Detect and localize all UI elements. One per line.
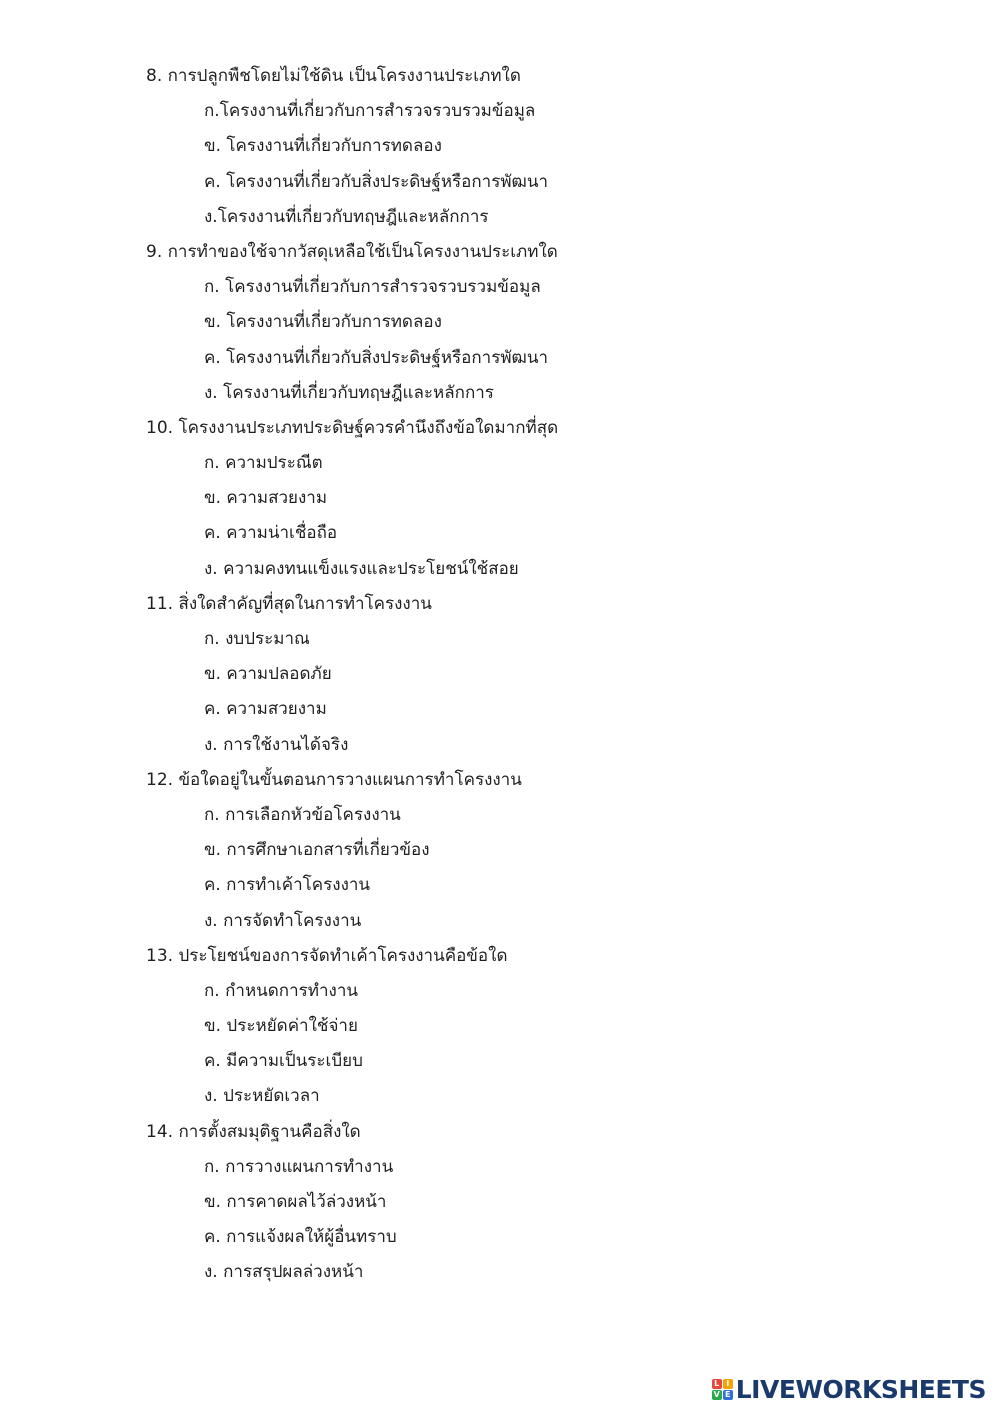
answer-option[interactable]: ง.โครงงานที่เกี่ยวกับทฤษฎีและหลักการ: [204, 206, 489, 227]
question-text: 9. การทำของใช้จากวัสดุเหลือใช้เป็นโครงงานประเภทใด: [146, 241, 558, 262]
logo-square-l: L: [712, 1379, 722, 1389]
liveworksheets-logo: [712, 1374, 986, 1404]
answer-option[interactable]: ง. ความคงทนแข็งแรงและประโยชน์ใช้สอย: [204, 558, 519, 579]
answer-option[interactable]: ง. การใช้งานได้จริง: [204, 734, 349, 755]
answer-option[interactable]: ง. โครงงานที่เกี่ยวกับทฤษฎีและหลักการ: [204, 382, 494, 403]
question-block: [0, 59, 999, 235]
question-text: 10. โครงงานประเภทประดิษฐ์ควรคำนึงถึงข้อใดมากที่สุด: [146, 417, 559, 438]
question-text: 14. การตั้งสมมุติฐานคือสิ่งใด: [146, 1121, 361, 1142]
logo-square-v: V: [713, 1389, 720, 1399]
worksheet: [0, 59, 999, 1291]
answer-option[interactable]: ง. การสรุปผลล่วงหน้า: [204, 1262, 364, 1283]
answer-option[interactable]: ค. โครงงานที่เกี่ยวกับสิ่งประดิษฐ์หรือการพัฒนา: [204, 171, 549, 192]
answer-option[interactable]: ก. การวางแผนการทำงาน: [204, 1156, 394, 1177]
answer-option[interactable]: ค. ความสวยงาม: [204, 699, 327, 720]
answer-option[interactable]: ข. โครงงานที่เกี่ยวกับการทดลอง: [204, 136, 442, 157]
question-block: [0, 1115, 999, 1291]
answer-option[interactable]: ก.โครงงานที่เกี่ยวกับการสำรวจรวบรวมข้อมูล: [204, 101, 536, 122]
logo-square-e: E: [723, 1390, 733, 1400]
answer-option[interactable]: ง. ประหยัดเวลา: [204, 1086, 320, 1107]
logo-square-i: I: [723, 1379, 733, 1389]
answer-option[interactable]: ข. ความปลอดภัย: [204, 664, 332, 685]
liveworksheets-logo-text: LIVEWORKSHEETS: [735, 1374, 986, 1404]
answer-option[interactable]: ก. โครงงานที่เกี่ยวกับการสำรวจรวบรวมข้อมูล: [204, 277, 541, 298]
question-block: [0, 235, 999, 411]
question-block: [0, 587, 999, 763]
question-block: [0, 411, 999, 587]
answer-option[interactable]: ค. มีความเป็นระเบียบ: [204, 1051, 363, 1072]
answer-option[interactable]: ค. โครงงานที่เกี่ยวกับสิ่งประดิษฐ์หรือการพัฒนา: [204, 347, 549, 368]
answer-option[interactable]: ก. งบประมาณ: [204, 629, 310, 649]
answer-option[interactable]: ข. โครงงานที่เกี่ยวกับการทดลอง: [204, 312, 442, 333]
answer-option[interactable]: ข. การศึกษาเอกสารที่เกี่ยวข้อง: [204, 840, 430, 861]
answer-option[interactable]: ค. ความน่าเชื่อถือ: [204, 523, 338, 544]
question-block: [0, 763, 999, 939]
answer-option[interactable]: ข. การคาดผลไว้ล่วงหน้า: [204, 1192, 387, 1212]
answer-option[interactable]: ก. กำหนดการทำงาน: [204, 980, 358, 1001]
question-text: 11. สิ่งใดสำคัญที่สุดในการทำโครงงาน: [146, 593, 432, 614]
answer-option[interactable]: ก. ความประณีต: [204, 453, 323, 474]
answer-option[interactable]: ง. การจัดทำโครงงาน: [204, 910, 362, 931]
answer-option[interactable]: ข. ประหยัดค่าใช้จ่าย: [204, 1016, 358, 1037]
answer-option[interactable]: ข. ความสวยงาม: [204, 488, 328, 509]
answer-option[interactable]: ค. การแจ้งผลให้ผู้อื่นทราบ: [204, 1227, 397, 1248]
answer-option[interactable]: ค. การทำเค้าโครงงาน: [204, 875, 371, 896]
answer-option[interactable]: ก. การเลือกหัวข้อโครงงาน: [204, 804, 401, 825]
question-text: 12. ข้อใดอยู่ในขั้นตอนการวางแผนการทำโครงงาน: [146, 769, 522, 790]
question-text: 8. การปลูกพืชโดยไม่ใช้ดิน เป็นโครงงานประเภทใด: [146, 66, 521, 86]
liveworksheets-logo-icon: [712, 1379, 733, 1400]
question-text: 13. ประโยชน์ของการจัดทำเค้าโครงงานคือข้อใด: [146, 945, 508, 966]
question-block: [0, 939, 999, 1115]
